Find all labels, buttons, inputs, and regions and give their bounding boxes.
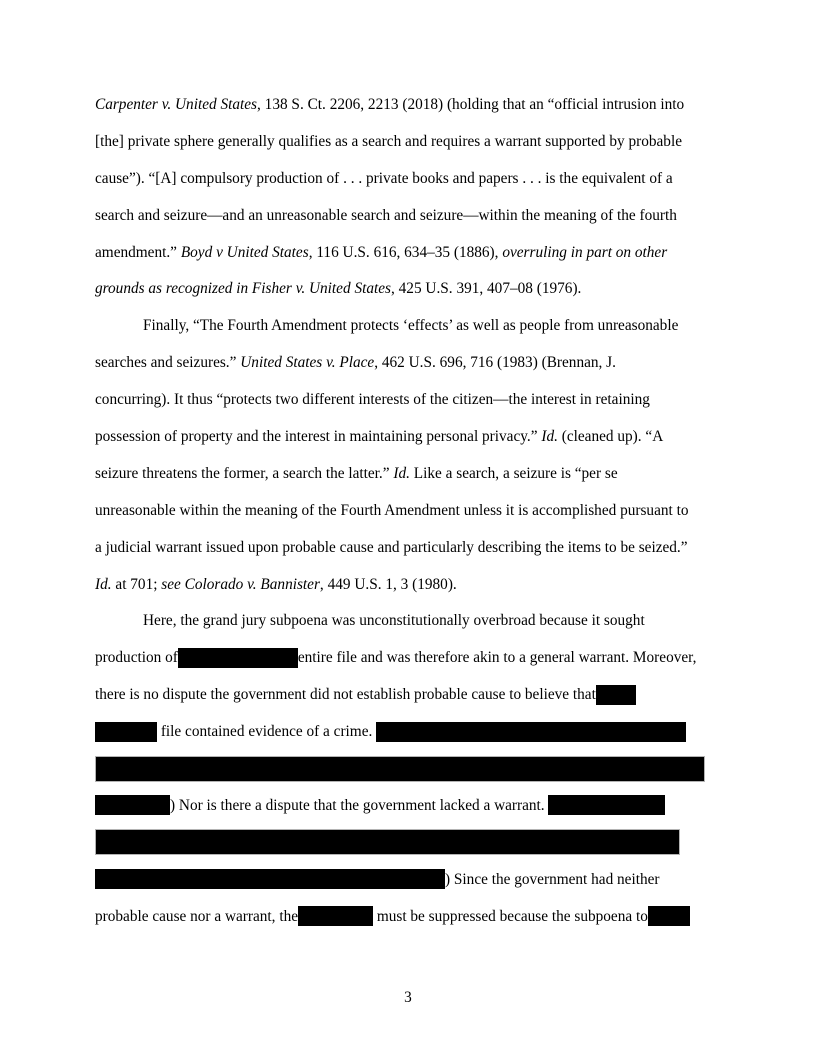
text-run: , 138 S. Ct. 2206, 2213 (2018) (holding that an “official intrusion into	[257, 96, 685, 113]
text-run: overruling in part on other	[502, 243, 668, 261]
text-run: grounds as recognized in Fisher v. United States	[95, 280, 391, 298]
text-line	[95, 751, 723, 788]
text-run: Here, the grand jury subpoena was unconstitutionally overbroad because it sought	[143, 612, 645, 630]
text-run: , 425 U.S. 391, 407–08 (1976).	[391, 280, 582, 298]
text-line	[95, 235, 723, 272]
redaction-bar	[95, 722, 157, 742]
text-run: see Colorado v. Bannister	[161, 575, 320, 593]
text-line	[95, 419, 723, 456]
text-run: seizure threatens the former, a search the latter.”	[95, 464, 394, 482]
text-run: concurring). It thus “protects two different interests of the citizen—the interest in retaining	[95, 391, 650, 409]
redaction-bar	[376, 722, 686, 742]
text-run: must be suppressed because the subpoena to	[373, 907, 648, 925]
text-run: [the] private sphere generally qualifies as a search and requires a warrant supported by probable	[95, 132, 682, 150]
text-run: there is no dispute the government did not establish probable cause to believe that	[95, 686, 596, 704]
text-line	[95, 382, 723, 419]
text-line	[95, 308, 723, 345]
text-line	[95, 677, 723, 714]
redaction-bar	[95, 756, 705, 782]
text-run: , 116 U.S. 616, 634–35 (1886),	[308, 243, 503, 261]
text-run: Like a search, a seizure is “per se	[409, 464, 618, 482]
text-run: (cleaned up). “A	[557, 428, 664, 446]
text-line	[95, 87, 723, 124]
text-run: ) Nor is there a dispute that the government lacked a warrant.	[170, 796, 549, 814]
text-line	[95, 862, 723, 899]
text-line	[95, 788, 723, 825]
text-run: , 449 U.S. 1, 3 (1980).	[319, 575, 457, 593]
redaction-bar	[298, 906, 373, 926]
text-line	[95, 161, 723, 198]
text-run: entire file and was therefore akin to a general warrant. Moreover,	[297, 649, 697, 667]
text-line	[95, 603, 723, 640]
text-run: cause”). “[A] compulsory production of . . . private books and papers . . . is the equivalent of a	[95, 169, 673, 187]
text-line	[95, 198, 723, 235]
text-run: unreasonable within the meaning of the Fourth Amendment unless it is accomplished pursuant to	[95, 501, 689, 519]
text-run: file contained evidence of a crime.	[157, 723, 377, 741]
text-run: probable cause nor a warrant, the	[95, 907, 299, 925]
text-line	[95, 714, 723, 751]
text-run: production of	[95, 649, 178, 667]
page-number: 3	[404, 989, 412, 1006]
text-run: a judicial warrant issued upon probable cause and particularly describing the items to be seized.”	[95, 538, 688, 556]
text-line	[95, 640, 723, 677]
text-run: Carpenter v. United States	[95, 96, 258, 113]
text-line	[95, 456, 723, 493]
text-run: United States v. Place	[240, 354, 375, 372]
redaction-bar	[95, 829, 680, 855]
text-run: Id.	[95, 575, 112, 593]
text-run: Id.	[393, 464, 410, 482]
text-run: searches and seizures.”	[95, 354, 241, 372]
text-run: possession of property and the interest in maintaining personal privacy.”	[95, 428, 542, 446]
text-line	[95, 271, 723, 308]
redaction-bar	[648, 906, 690, 926]
document-body	[95, 87, 723, 935]
text-line	[95, 345, 723, 382]
redaction-bar	[178, 648, 298, 668]
text-line	[95, 530, 723, 567]
text-line	[95, 567, 723, 604]
text-line	[95, 825, 723, 862]
text-run: amendment.”	[95, 243, 181, 261]
text-run: Boyd v United States	[180, 243, 309, 261]
redaction-bar	[95, 795, 170, 815]
redaction-bar	[95, 869, 445, 889]
text-run: , 462 U.S. 696, 716 (1983) (Brennan, J.	[374, 354, 616, 372]
text-line	[95, 899, 723, 936]
text-run: at 701;	[111, 575, 162, 593]
text-run: Finally, “The Fourth Amendment protects ‘effects’ as well as people from unreasonable	[143, 317, 679, 335]
text-line	[95, 124, 723, 161]
text-line	[95, 493, 723, 530]
text-run: ) Since the government had neither	[445, 870, 660, 888]
text-run: search and seizure—and an unreasonable search and seizure—within the meaning of the fourth	[95, 206, 677, 224]
text-run: Id.	[541, 428, 558, 446]
redaction-bar	[596, 685, 636, 705]
redaction-bar	[548, 795, 665, 815]
